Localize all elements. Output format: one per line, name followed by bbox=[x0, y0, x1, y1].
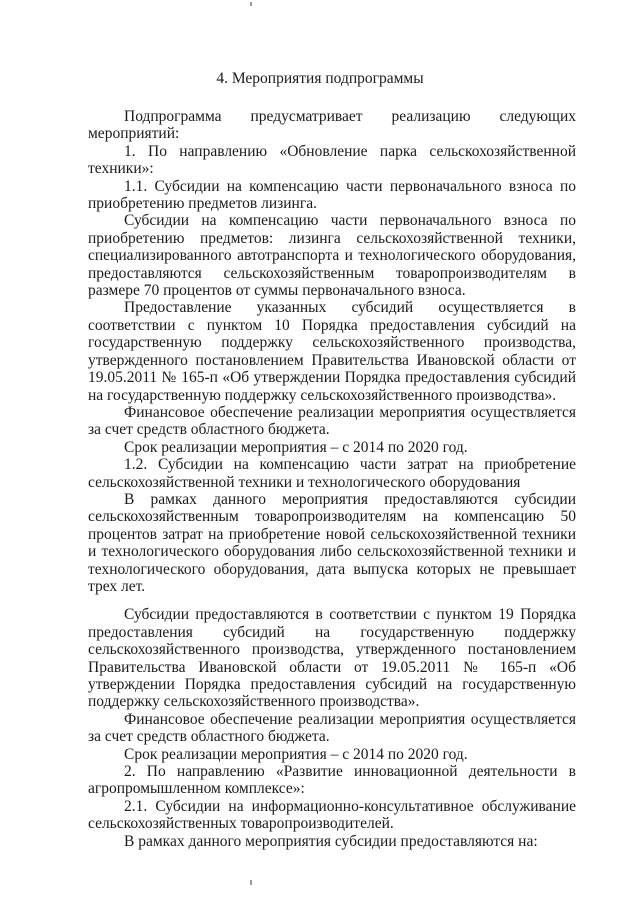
paragraph-term-1: Срок реализации мероприятия – с 2014 по 2020 год. bbox=[124, 438, 468, 456]
paragraph-item-2-1-intro: В рамках данного мероприятия субсидии предоставляются на: bbox=[124, 832, 538, 850]
paragraph-financing-1: Финансовое обеспечение реализации мероприятия осуществляется за счет средств областного бюджета. bbox=[88, 403, 576, 439]
paragraph-term-2: Срок реализации мероприятия – с 2014 по 2020 год. bbox=[124, 745, 468, 763]
document-body bbox=[88, 108, 576, 850]
paragraph-equipment-subsidy: В рамках данного мероприятия предоставляются субсидии сельскохозяйственным товаропроизводителям на компенсацию 50 процентов затрат на приобретение новой сельскохозяйственной техники и технологического оборудования либо сельскохозяйственной техники и технологического оборудования, дата выпуска которых не превышает трех лет. bbox=[88, 490, 576, 595]
paragraph-item-1: 1. По направлению «Обновление парка сельскохозяйственной техники»: bbox=[88, 142, 576, 178]
paragraph-item-1-2: 1.2. Субсидии на компенсацию части затрат на приобретение сельскохозяйственной техники и технологического оборудования bbox=[88, 456, 576, 491]
paragraph-legal-basis-2: Субсидии предоставляются в соответствии с пунктом 19 Порядка предоставления субсидий на государственную поддержку сельскохозяйственного производства, утвержденного постановлением Правительства Ивановской области от 19.05.2011 № 165-п «Об утверждении Порядка предоставления субсидий на государственную поддержку сельскохозяйственного производства». bbox=[88, 606, 576, 711]
scan-artifact bbox=[250, 2, 252, 6]
scan-artifact bbox=[250, 880, 252, 885]
paragraph-item-1-1: 1.1. Субсидии на компенсацию части первоначального взноса по приобретению предметов лизинга. bbox=[88, 177, 576, 213]
section-heading: 4. Мероприятия подпрограммы bbox=[216, 70, 424, 87]
paragraph-financing-2: Финансовое обеспечение реализации мероприятия осуществляется за счет средств областного бюджета. bbox=[88, 710, 576, 746]
paragraph-legal-basis-1: Предоставление указанных субсидий осуществляется в соответствии с пунктом 10 Порядка предоставления субсидий на государственную поддержку сельскохозяйственного производства, утвержденного постановлением Правительства Ивановской области от 19.05.2011 № 165-п «Об утверждении Порядка предоставления субсидий на государственную поддержку сельскохозяйственного производства». bbox=[88, 299, 576, 404]
paragraph-leasing-subsidy: Субсидии на компенсацию части первоначального взноса по приобретению предметов: лизинга сельскохозяйственной техники, специализированного автотранспорта и технологического оборудования, предоставляются сельскохозяйственным товаропроизводителям в размере 70 процентов от суммы первоначального взноса. bbox=[88, 212, 576, 300]
paragraph-item-2-1: 2.1. Субсидии на информационно-консультативное обслуживание сельскохозяйственных товаропроизводителей. bbox=[88, 797, 576, 833]
paragraph-item-2: 2. По направлению «Развитие инновационной деятельности в агропромышленном комплексе»: bbox=[88, 763, 576, 798]
paragraph-intro: Подпрограмма предусматривает реализацию следующих мероприятий: bbox=[88, 108, 576, 143]
